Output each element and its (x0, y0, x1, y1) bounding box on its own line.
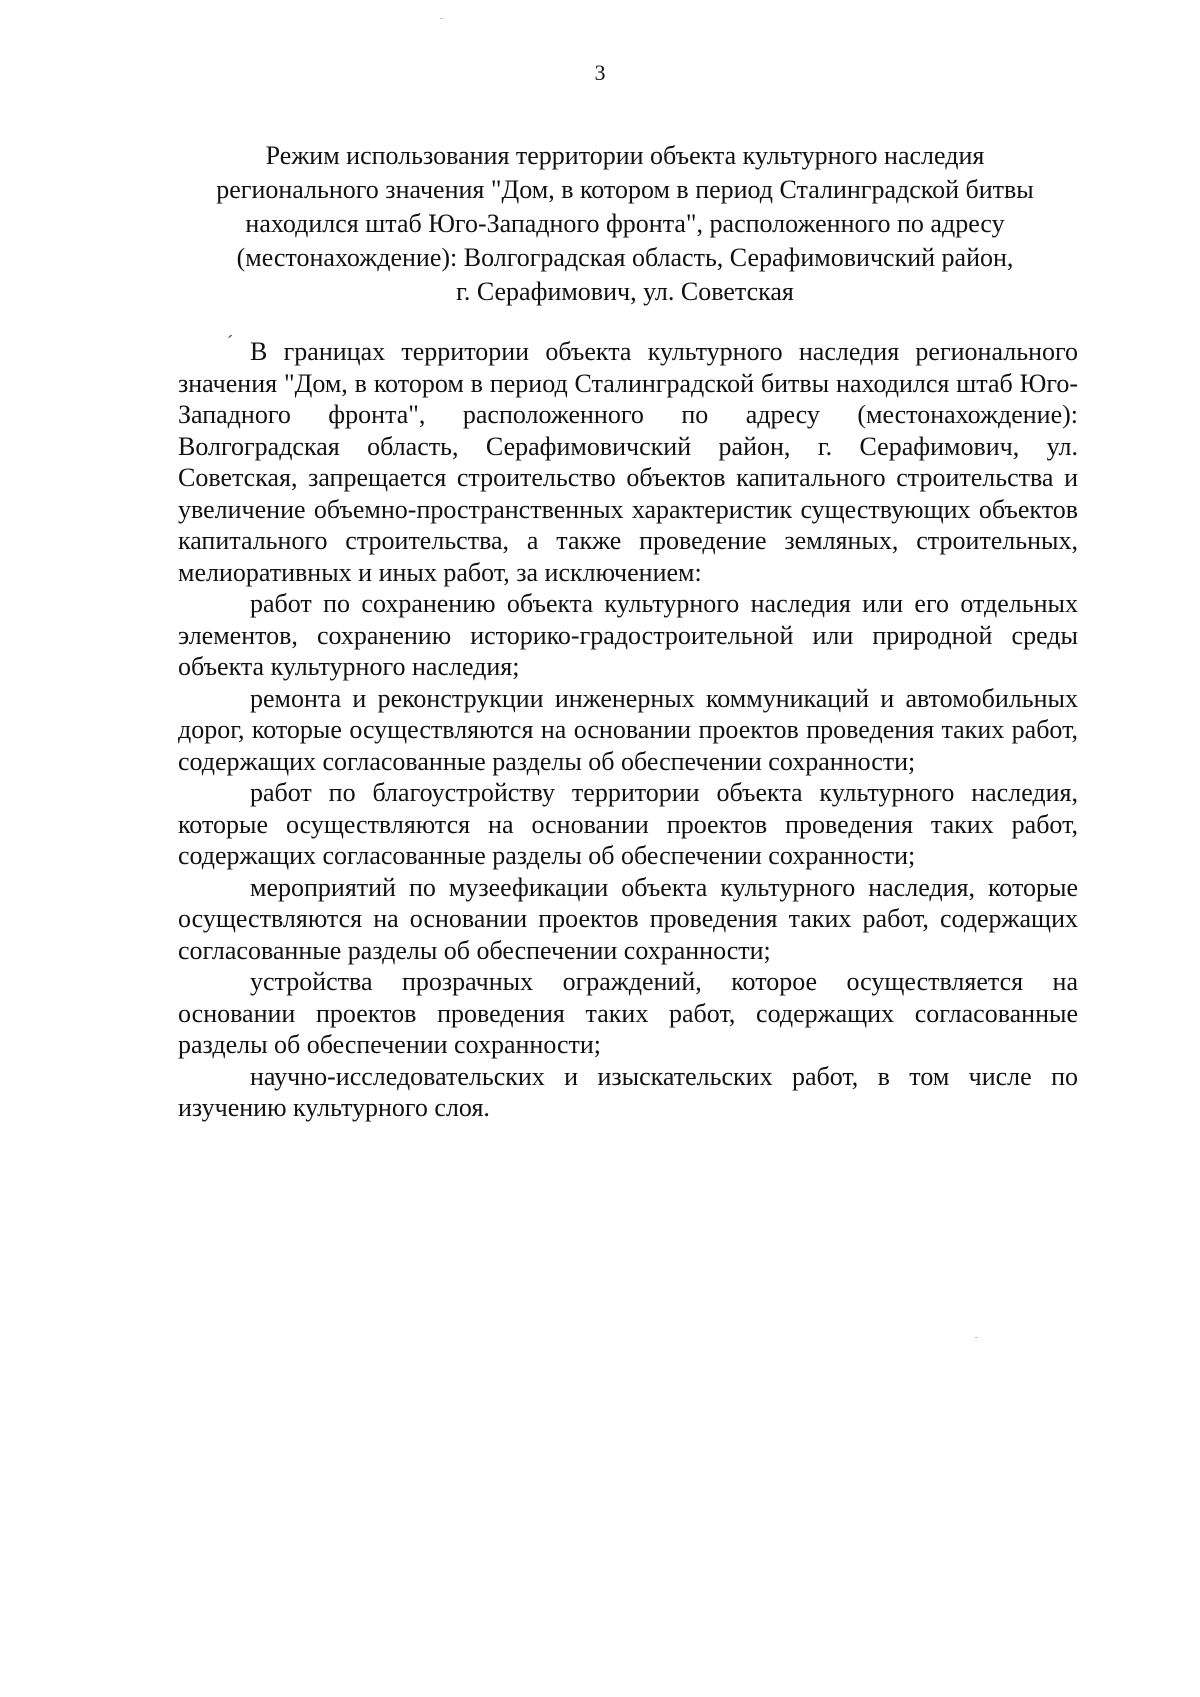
scan-mark: ˊ (227, 332, 233, 352)
document-title (175, 139, 1075, 309)
body-paragraph: научно-исследовательских и изыскательских работ, в том числе по изучению культурного слоя. (178, 1061, 1078, 1122)
title-line: (местонахождение): Волгоградская область, Серафимовичский район, (236, 243, 1014, 272)
page-number: 3 (594, 60, 606, 85)
title-line: находился штаб Юго-Западного фронта", расположенного по адресу (245, 209, 1005, 238)
title-line: г. Серафимович, ул. Советская (456, 277, 794, 306)
scan-speck (440, 18, 443, 19)
body-paragraph: работ по благоустройству территории объекта культурного наследия, которые осуществляются на основании проектов проведения таких работ, содержащих согласованные разделы об обеспечении сохранности; (178, 778, 1078, 870)
body-paragraph: ремонта и реконструкции инженерных коммуникаций и автомобильных дорог, которые осуществляются на основании проектов проведения таких работ, содержащих согласованные разделы об обеспечении сохранности; (178, 683, 1078, 776)
title-line: регионального значения "Дом, в котором в период Сталинградской битвы (216, 175, 1034, 204)
scan-speck (975, 1337, 978, 1338)
document-body (178, 336, 1078, 1124)
body-paragraph: В границах территории объекта культурного наследия регионального значения "Дом, в котором в период Сталинградской битвы находился штаб Юго-Западного фронта", расположенного по адресу (местонахождение): Волгоградская область, Серафимовичский район, г. Серафимович, ул. Советская, запрещается строительство объектов капитального строительства и увеличение объемно-пространственных характеристик существующих объектов капитального строительства, а также проведение земляных, строительных, мелиоративных и иных работ, за исключением: (178, 337, 1078, 587)
body-paragraph: мероприятий по музеефикации объекта культурного наследия, которые осуществляются на основании проектов проведения таких работ, содержащих согласованные разделы об обеспечении сохранности; (178, 872, 1078, 965)
body-paragraph: работ по сохранению объекта культурного наследия или его отдельных элементов, сохранению историко-градостроительной или природной среды объекта культурного наследия; (178, 589, 1078, 681)
title-line: Режим использования территории объекта культурного наследия (265, 141, 985, 170)
body-paragraph: устройства прозрачных ограждений, которое осуществляется на основании проектов проведения таких работ, содержащих согласованные разделы об обеспечении сохранности; (178, 967, 1078, 1059)
